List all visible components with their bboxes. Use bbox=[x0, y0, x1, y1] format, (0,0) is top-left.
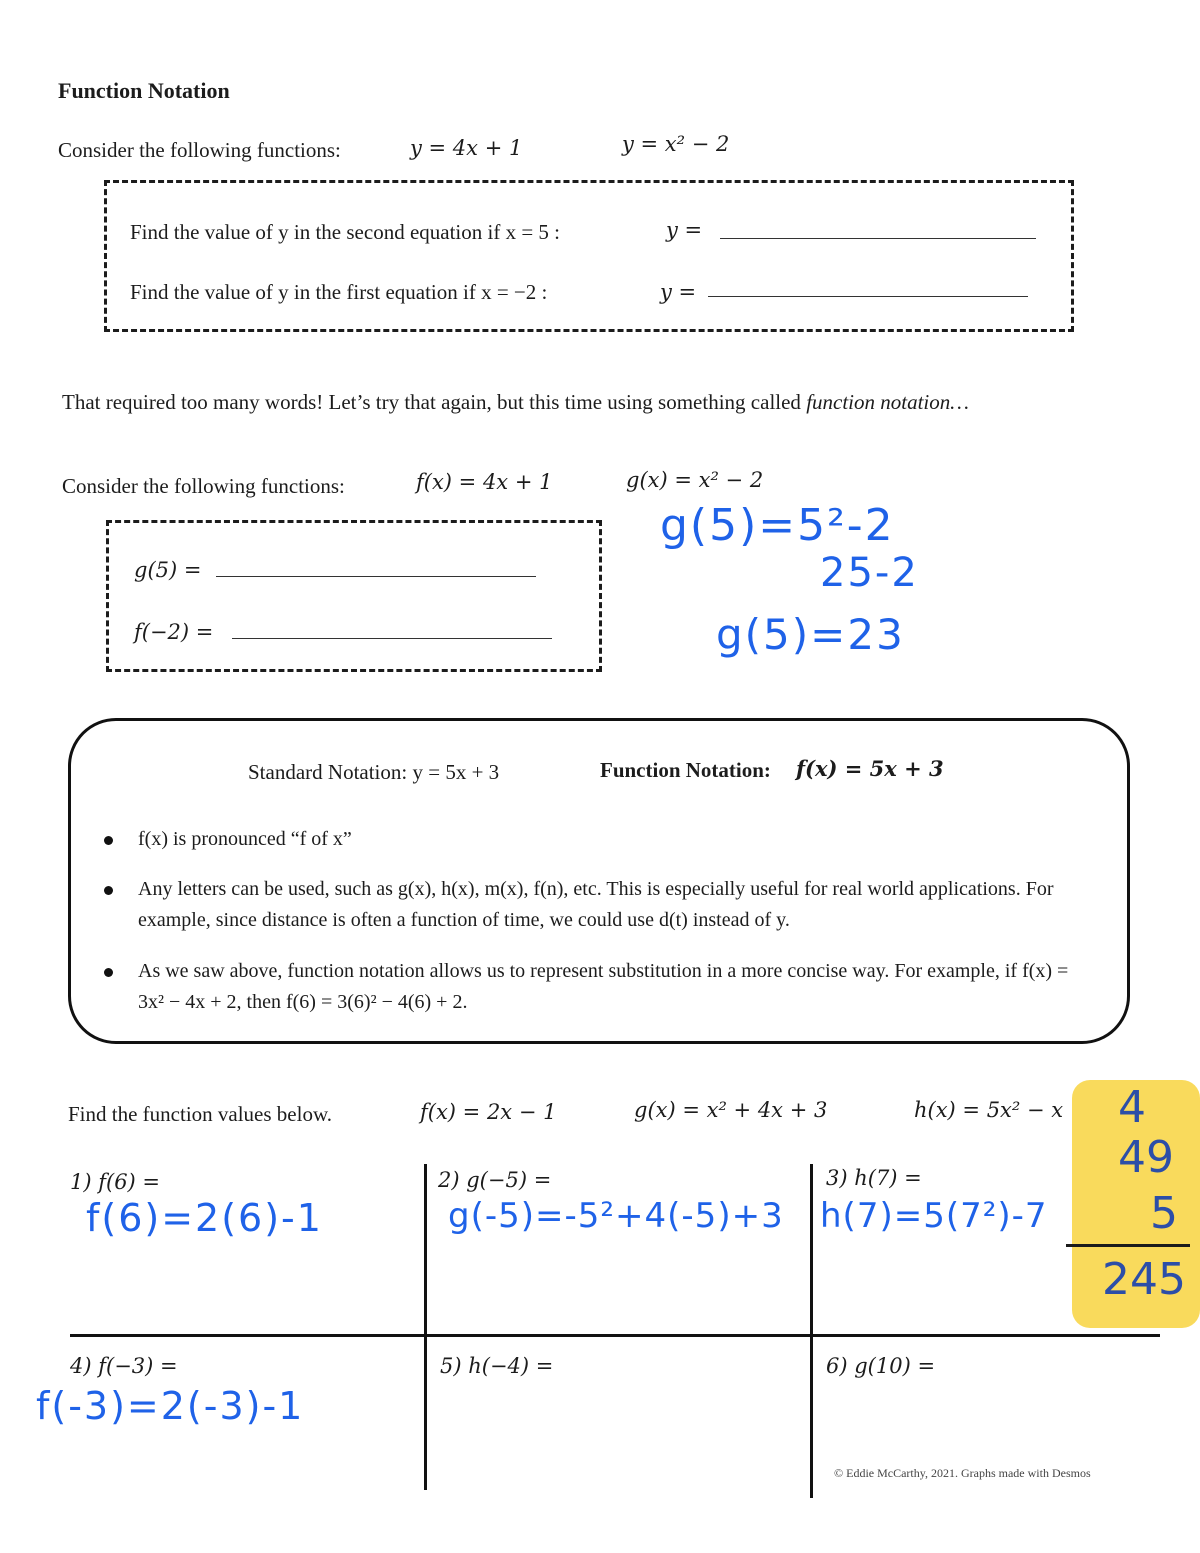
transition-italic: function notation… bbox=[806, 390, 969, 414]
section2-g: g(x) = x² − 2 bbox=[626, 468, 764, 492]
side-calc-rule bbox=[1066, 1244, 1190, 1247]
bullet-dot-2 bbox=[104, 886, 113, 895]
section2-question-box bbox=[106, 520, 602, 672]
section1-eq1: y = 4x + 1 bbox=[410, 136, 523, 160]
cell-3-label: 3) h(7) = bbox=[826, 1166, 922, 1190]
bullet-text-3: As we saw above, function notation allows us to represent substitution in a more concise way. For example, if f(x) = 3x² − 4x + 2, then f(6) = 3(6)² − 4(6) + 2. bbox=[138, 960, 1069, 1013]
section2-q1: g(5) = bbox=[134, 558, 202, 582]
cell-4-work: f(-3)=2(-3)-1 bbox=[36, 1384, 305, 1428]
cell-2-label: 2) g(−5) = bbox=[438, 1168, 552, 1192]
section3-g: g(x) = x² + 4x + 3 bbox=[634, 1098, 828, 1122]
bullet-text-1: f(x) is pronounced “f of x” bbox=[138, 828, 352, 850]
bullet-text-2: Any letters can be used, such as g(x), h(x), m(x), f(n), etc. This is especially useful for real world applications. For example, since distance is often a function of time, we could use d(t) instead of y. bbox=[138, 878, 1054, 931]
section1-q1-text: Find the value of y in the second equation if x = 5 : bbox=[130, 220, 561, 244]
section2-q2: f(−2) = bbox=[134, 620, 214, 644]
grid-vline-2 bbox=[810, 1164, 813, 1498]
section2-f: f(x) = 4x + 1 bbox=[416, 470, 553, 494]
section3-h: h(x) = 5x² − x bbox=[914, 1098, 1064, 1122]
section3-intro: Find the function values below. bbox=[68, 1102, 333, 1126]
standard-notation: Standard Notation: y = 5x + 3 bbox=[248, 760, 500, 784]
section2-q1-blank[interactable] bbox=[216, 576, 536, 577]
grid-vline-1 bbox=[424, 1164, 427, 1490]
cell-4-label: 4) f(−3) = bbox=[70, 1354, 178, 1378]
section1-intro: Consider the following functions: bbox=[58, 138, 341, 162]
cell-5-label: 5) h(−4) = bbox=[440, 1354, 554, 1378]
cell-3-work: h(7)=5(7²)-7 bbox=[820, 1196, 1048, 1236]
bullet-dot-1 bbox=[104, 836, 113, 845]
section1-q1-blank[interactable] bbox=[720, 238, 1036, 239]
function-notation-eq: f(x) = 5x + 3 bbox=[796, 756, 944, 781]
section2-intro: Consider the following functions: bbox=[62, 474, 345, 498]
handwritten-g5-step1: g(5)=5²-2 bbox=[660, 500, 895, 551]
section1-q1-answer-label: y = bbox=[666, 218, 703, 242]
section1-eq2: y = x² − 2 bbox=[622, 132, 730, 156]
cell-6-label: 6) g(10) = bbox=[826, 1354, 936, 1378]
handwritten-g5-result: g(5)=23 bbox=[716, 610, 905, 659]
bullet-dot-3 bbox=[104, 968, 113, 977]
cell-1-work: f(6)=2(6)-1 bbox=[86, 1196, 323, 1240]
section1-q2-text: Find the value of y in the first equation if x = −2 : bbox=[130, 280, 548, 304]
side-calc-49: 49 bbox=[1118, 1132, 1174, 1183]
section1-question-box bbox=[104, 180, 1074, 332]
transition-main: That required too many words! Let’s try that again, but this time using something called bbox=[62, 390, 801, 414]
side-calc-245: 245 bbox=[1102, 1254, 1186, 1305]
credit-text: © Eddie McCarthy, 2021. Graphs made with Desmos bbox=[834, 1466, 1091, 1480]
function-notation-label: Function Notation: bbox=[600, 758, 771, 782]
grid-hline bbox=[70, 1334, 1160, 1337]
cell-2-work: g(-5)=-5²+4(-5)+3 bbox=[448, 1196, 784, 1236]
page-title: Function Notation bbox=[58, 78, 230, 103]
transition-text bbox=[62, 390, 1142, 415]
side-calc-4: 4 bbox=[1118, 1082, 1146, 1133]
side-calc-5: 5 bbox=[1150, 1188, 1178, 1239]
section3-f: f(x) = 2x − 1 bbox=[420, 1100, 557, 1124]
cell-1-label: 1) f(6) = bbox=[70, 1170, 161, 1194]
section1-q2-blank[interactable] bbox=[708, 296, 1028, 297]
section2-q2-blank[interactable] bbox=[232, 638, 552, 639]
handwritten-g5-step2: 25-2 bbox=[820, 550, 919, 596]
section1-q2-answer-label: y = bbox=[660, 280, 697, 304]
